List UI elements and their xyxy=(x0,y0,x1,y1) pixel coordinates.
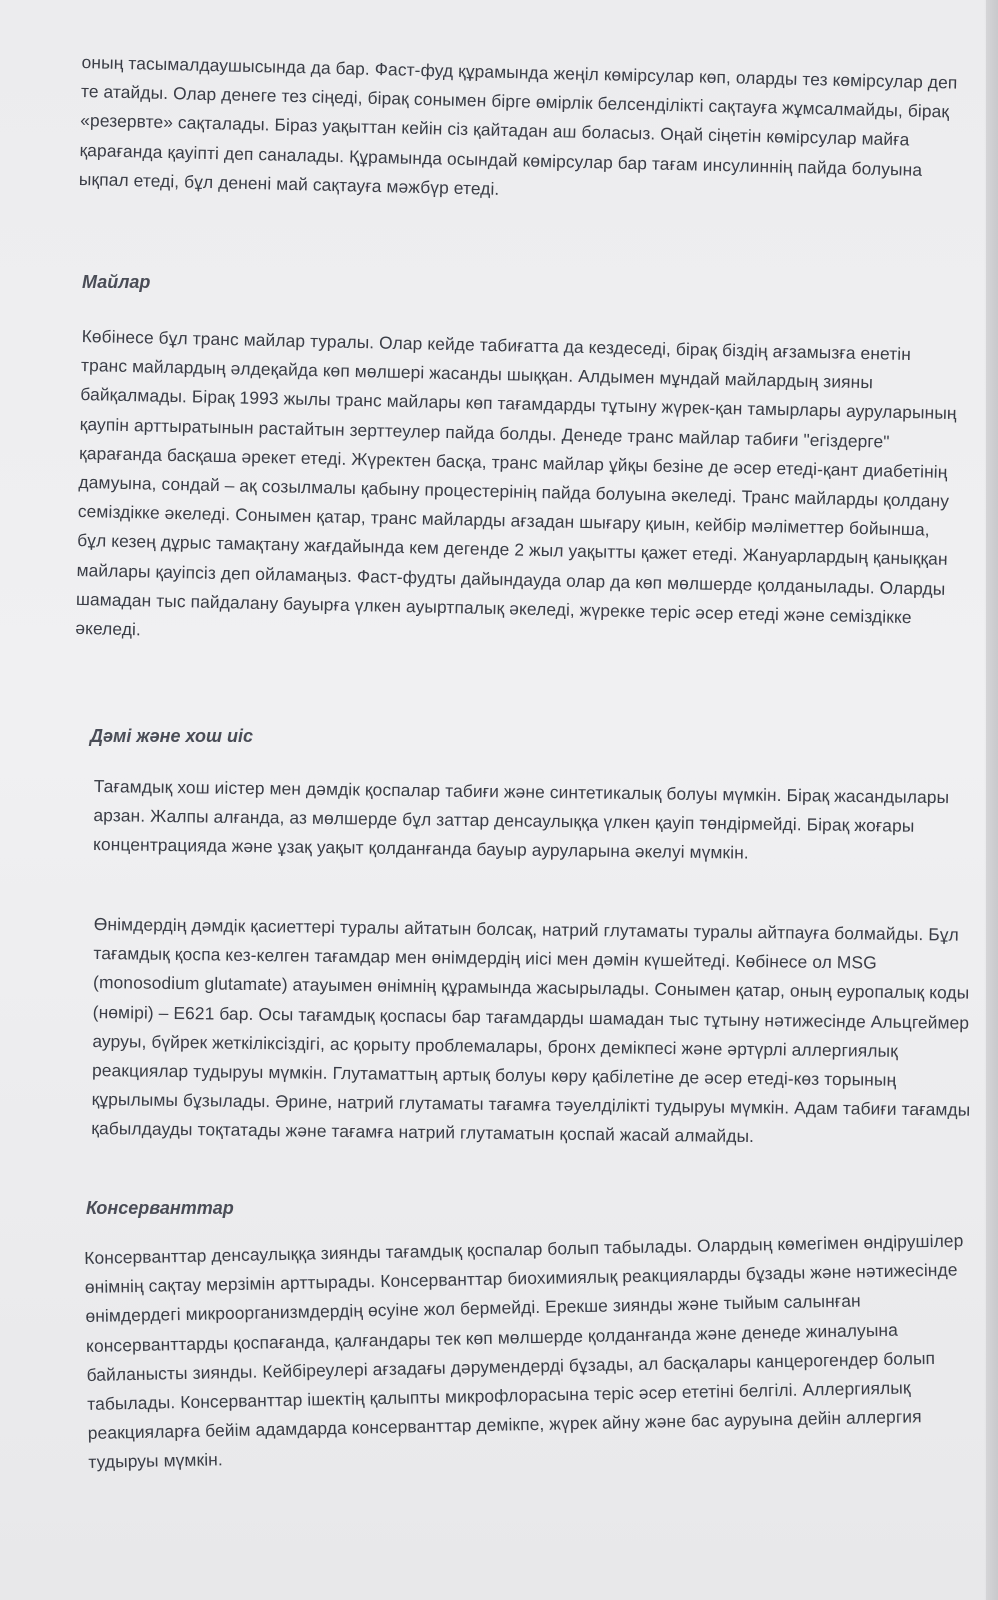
paragraph-text: Консерванттар денсаулыққа зиянды тағамдық қоспалар болып табылады. Олардың көмегімен өндірушілер өнімнің сақтау мерзімін арттырады. Консерванттар биохимиялық реакцияларды бұзады және нәтижесінде өнімдердегі микроорганизмдердің өсуіне жол бермейді. Ерекше зиянды және тыйым салынған консерванттарды қоспағанда, қалғандары тек көп мөлшерде қолданғанда және денеде жиналуына байланысты зиянды. Кейбіреулері ағзадағы дәрумендерді бұзады, ал басқалары канцерогендер болып табылады. Консерванттар ішектің қалыпты микрофлорасына теріс әсер ететіні белгілі. Аллергиялық реакцияларға бейім адамдарда консерванттар демікпе, жүрек айну және бас ауруына дейін аллергия тудыруы мүмкін. xyxy=(84,1230,964,1473)
paragraph-msg xyxy=(91,910,974,1154)
heading-fats: Майлар xyxy=(82,272,151,292)
paragraph-text: Тағамдық хош иістер мен дәмдік қоспалар табиғи және синтетикалық болуы мүмкін. Бірақ жасандылары арзан. Жалпы алғанда, аз мөлшерде бұл заттар денсаулыққа үлкен қауіп төндірмейді. Бірақ жоғары концентрацияда және ұзақ уақыт қолданғанда бауыр ауруларына әкелуі мүмкін. xyxy=(92,775,950,863)
paragraph-trans-fats xyxy=(75,322,962,662)
paragraph-text: оның тасымалдаушысында да бар. Фаст-фуд құрамында жеңіл көмірсулар көп, оларды тез көмірсулар деп те атайды. Олар денеге тез сіңеді, бірақ сонымен бірге өмірлік белсенділікті сақтауға жұмсалмайды, бірақ «резервте» сақталады. Біраз уақыттан кейін сіз қайтадан аш боласыз. Оңай сіңетін көмірсулар майға қарағанда қауіпті деп саналады. Құрамында осындай көмірсулар бар тағам инсулиннің пайда болуына ықпал етеді, бұл денені май сақтауға мәжбүр етеді. xyxy=(78,51,958,199)
paragraph-carbohydrates xyxy=(79,48,962,215)
paragraph-preservatives xyxy=(84,1226,969,1477)
paper-edge-shadow xyxy=(984,0,998,1600)
paragraph-flavorings xyxy=(93,772,974,871)
paragraph-text: Көбінесе бұл транс майлар туралы. Олар кейде табиғатта да кездеседі, бірақ біздің ағзамызға енетін транс майлардың әлдеқайда көп мөлшері жасанды шыққан. Алдымен мұндай майлардың зияны байқалмады. Бірақ 1993 жылы транс майлары көп тағамдарды тұтыну жүрек-қан тамырлары ауруларының қаупін арттыратынын растайтын зерттеулер пайда болды. Денеде транс майлар табиғи "егіздерге" қарағанда басқаша әрекет етеді. Жүректен басқа, транс майлар ұйқы безіне де әсер етеді-қант диабетінің дамуына, сондай – ақ созылмалы қабыну процестерінің пайда болуына әкеледі. Транс майларды қолдану семіздікке әкеледі. Сонымен қатар, транс майларды ағзадан шығару қиын, кейбір мәліметтер бойынша, бұл кезең дұрыс тамақтану жағдайында кем дегенде 2 жыл уақытты қажет етеді. Жануарлардың қаныққан майлары қауіпсіз деп ойламаңыз. Фаст-фудты дайындауда олар да көп мөлшерде қолданылады. Оларды шамадан тыс пайдалану бауырға үлкен ауыртпалық әкеледі, жүрекке теріс әсер етеді және семіздікке әкеледі. xyxy=(75,325,957,640)
paragraph-text: Өнімдердің дәмдік қасиеттері туралы айтатын болсақ, натрий глутаматы туралы айтпауға болмайды. Бұл тағамдық қоспа кез-келген тағамдар мен өнімдердің иісі мен дәмін күшейтеді. Көбінесе ол MSG (monosodium glutamate) атауымен өнімнің құрамында жасырылады. Сонымен қатар, оның еуропалық коды (нөмірі) – E621 бар. Осы тағамдық қоспасы бар тағамдарды шамадан тыс тұтыну нәтижесінде Альцгеймер ауруы, бүйрек жеткіліксіздігі, ас қорыту проблемалары, бронх демікпесі және әртүрлі аллергиялық реакциялар тудыруы мүмкін. Глутаматтың артық болуы көру қабілетіне де әсер етеді-көз торының құрылымы бұзылады. Әрине, натрий глутаматы тағамға тәуелділікті тудыруы мүмкін. Адам табиғи тағамды қабылдауды тоқтатады және тағамға натрий глутаматын қоспай жасай алмайды. xyxy=(91,913,971,1147)
heading-preservatives: Консерванттар xyxy=(86,1198,234,1218)
heading-flavor-aroma: Дәмі және хош иіс xyxy=(90,726,254,746)
